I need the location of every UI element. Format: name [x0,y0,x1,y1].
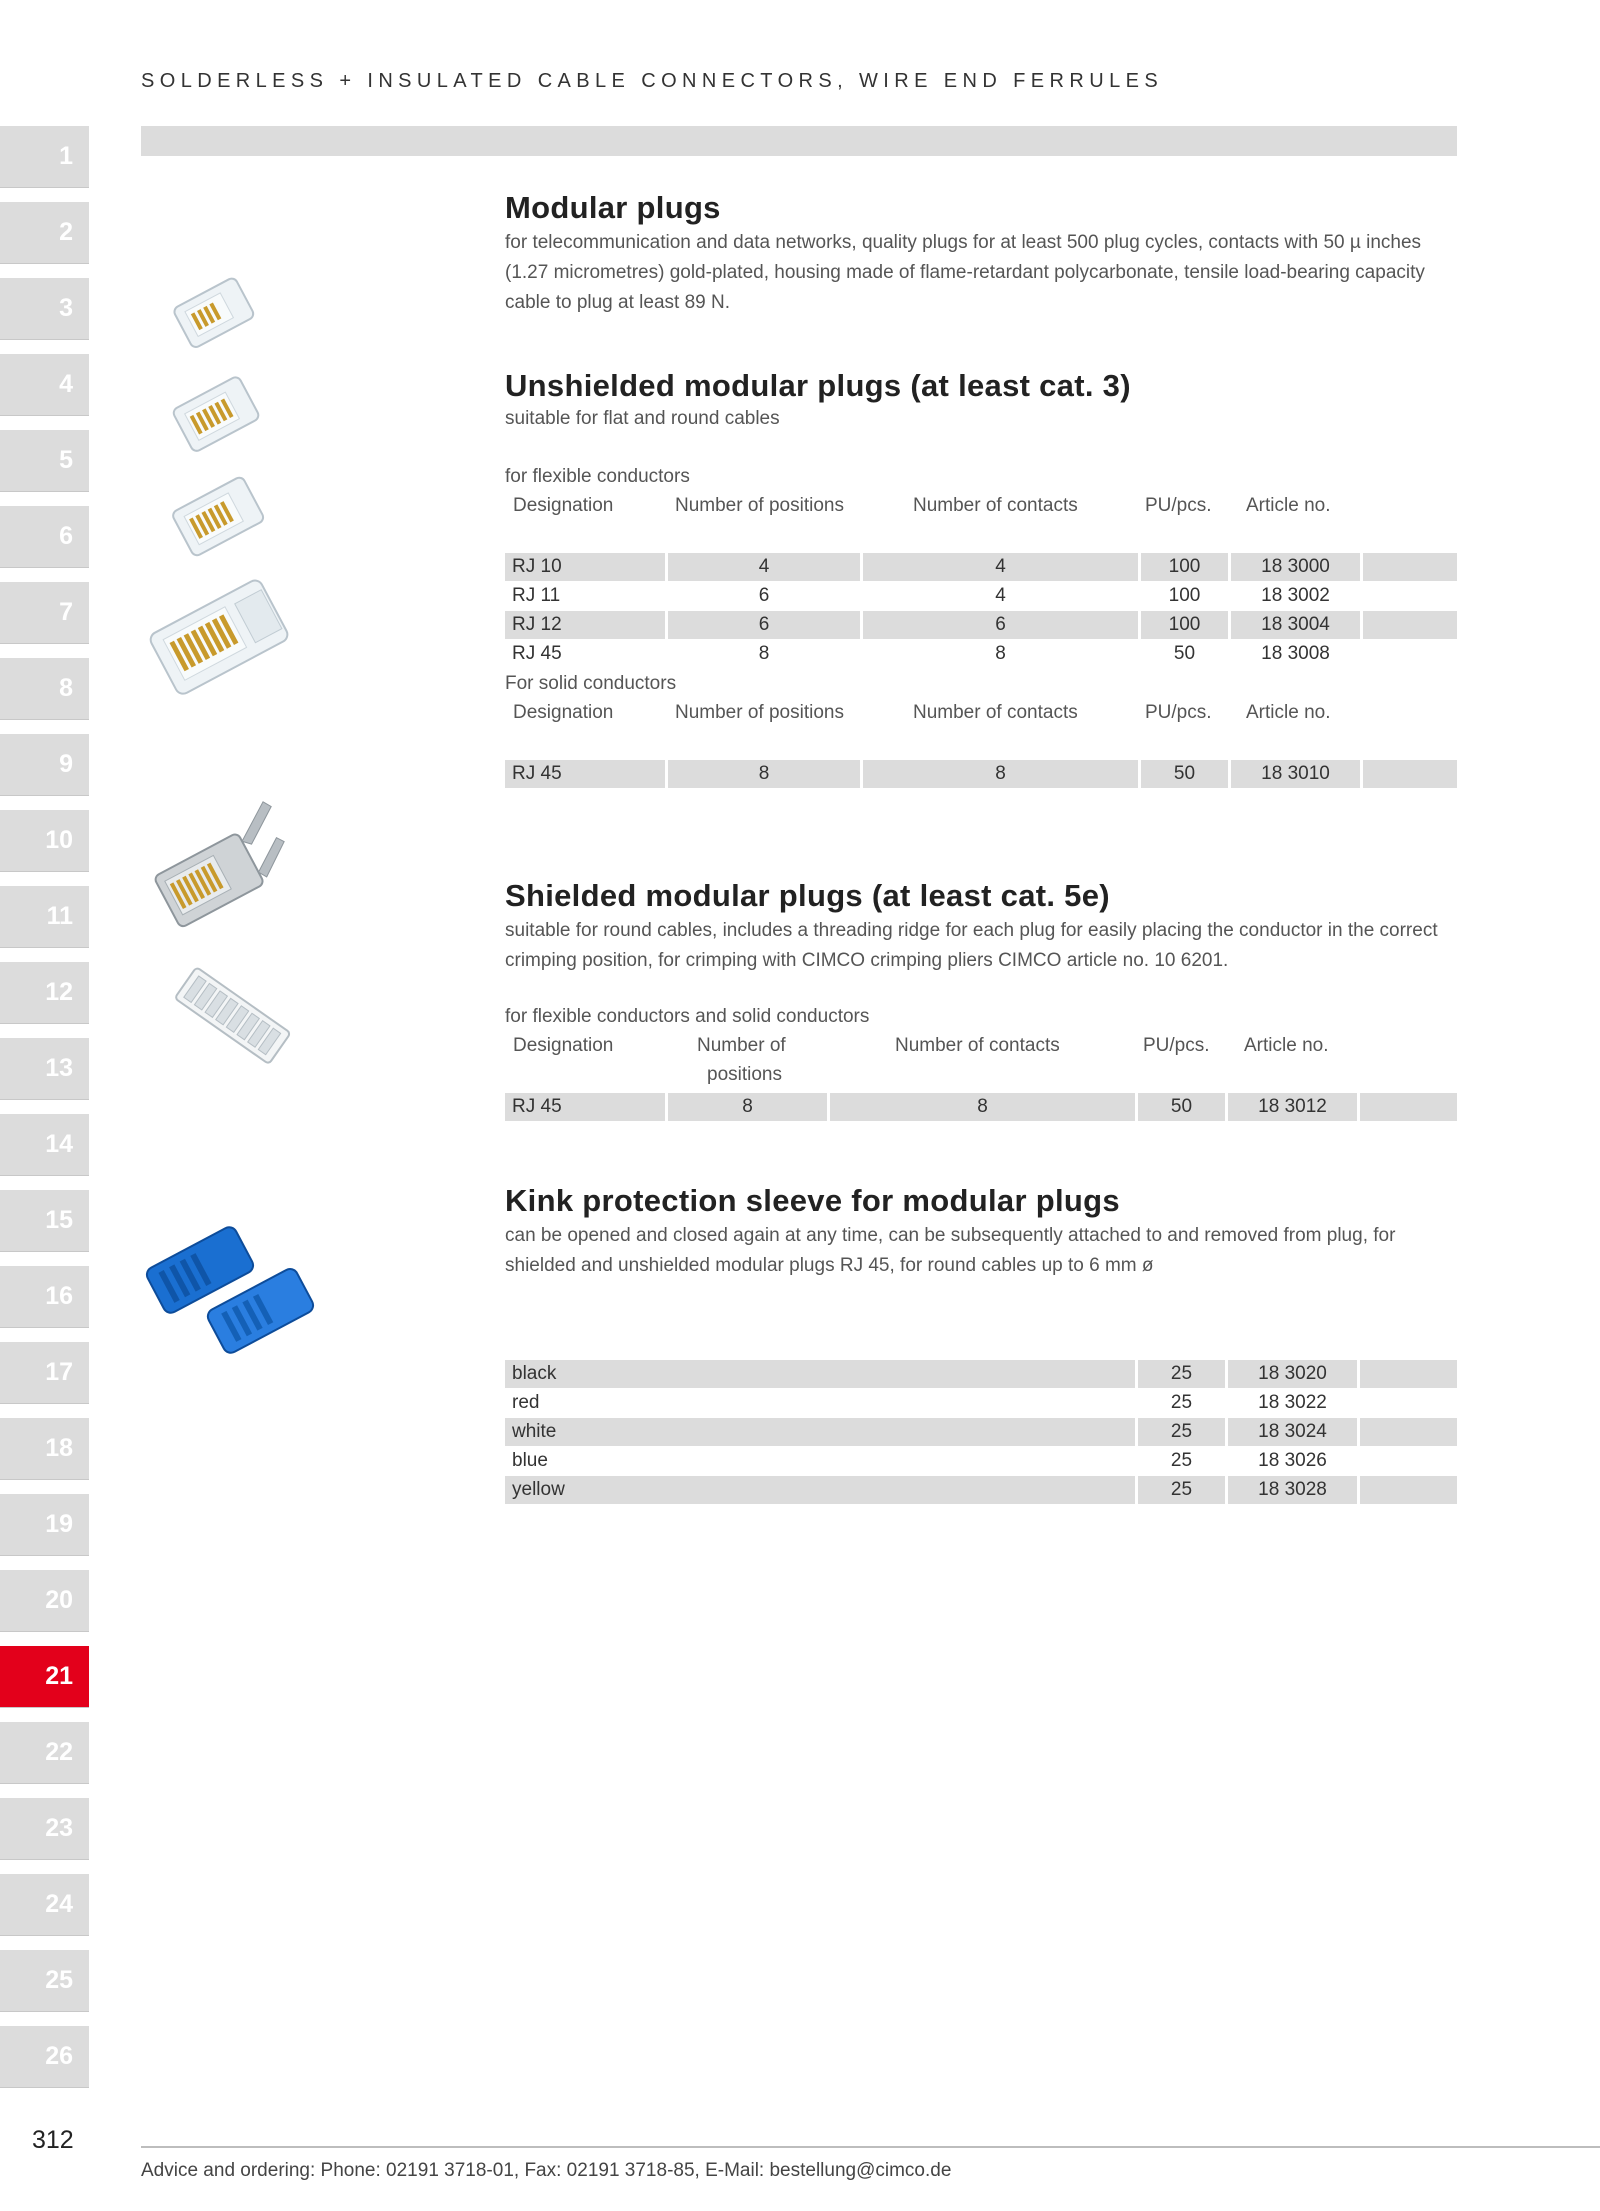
col-pu: PU/pcs. [1143,1035,1210,1056]
rj45-plug-image [140,565,300,720]
col-contacts: Number of contacts [913,702,1078,723]
table-row: red 25 18 3022 [512,1392,1327,1413]
section-title: Kink protection sleeve for modular plugs [505,1183,1120,1218]
chapter-tab-24[interactable]: 24 [0,1874,89,1936]
col-contacts: Number of contacts [895,1035,1060,1056]
table-row: blue 25 18 3026 [512,1450,1327,1471]
chapter-tab-16[interactable]: 16 [0,1266,89,1328]
col-positions: Number of positions [675,702,844,723]
footer-contact: Advice and ordering: Phone: 02191 3718-01, Fax: 02191 3718-85, E-Mail: bestellung@cimco.de [141,2160,952,2181]
chapter-tab-22[interactable]: 22 [0,1722,89,1784]
table-row: black 25 18 3020 [505,1360,1457,1388]
chapter-tab-19[interactable]: 19 [0,1494,89,1556]
table-row: white 25 18 3024 [505,1418,1457,1446]
chapter-tab-2[interactable]: 2 [0,202,89,264]
section-description: can be opened and closed again at any time, can be subsequently attached to and removed from plug, for shielded and unshielded modular plugs RJ 45, for round cables up to 6 mm ø [505,1225,1396,1276]
col-designation: Designation [513,702,614,723]
col-pu: PU/pcs. [1145,702,1212,723]
kink-protection-sleeve-image [140,1215,320,1360]
chapter-tab-15[interactable]: 15 [0,1190,89,1252]
table-row: RJ 45 8 8 50 18 3010 [505,760,1457,788]
page-number: 312 [32,2126,74,2154]
chapter-tab-12[interactable]: 12 [0,962,89,1024]
shielded-rj45-plug-image [140,800,300,945]
chapter-tab-18[interactable]: 18 [0,1418,89,1480]
group-label: for flexible conductors and solid conductors [505,1006,870,1027]
section-unshielded [505,368,1457,788]
header-bar [141,126,1457,156]
chapter-tab-14[interactable]: 14 [0,1114,89,1176]
chapter-tab-8[interactable]: 8 [0,658,89,720]
section-description: for telecommunication and data networks, quality plugs for at least 500 plug cycles, contacts with 50 µ inches (1.27 micrometres) gold-plated, housing made of flame-retardant polycarbonate, tensile load-bearing capacity cable to plug at least 89 N. [505,232,1425,313]
chapter-tab-23[interactable]: 23 [0,1798,89,1860]
col-positions-line2: positions [707,1064,782,1085]
col-positions-line1: Number of [697,1035,786,1056]
chapter-tab-13[interactable]: 13 [0,1038,89,1100]
section-kink-protection [505,1183,1457,1513]
chapter-tab-20[interactable]: 20 [0,1570,89,1632]
table-row: RJ 12 6 6 100 18 3004 [505,611,1457,639]
chapter-tab-10[interactable]: 10 [0,810,89,872]
chapter-tab-4[interactable]: 4 [0,354,89,416]
chapter-tab-1[interactable]: 1 [0,126,89,188]
chapter-tab-21-active[interactable]: 21 [0,1646,89,1708]
table-row: RJ 11 6 4 100 18 3002 [512,585,1330,606]
section-shielded [505,878,1457,1128]
chapter-tab-11[interactable]: 11 [0,886,89,948]
group-label: For solid conductors [505,673,677,694]
chapter-tab-9[interactable]: 9 [0,734,89,796]
chapter-tab-6[interactable]: 6 [0,506,89,568]
table-row: RJ 45 8 8 50 18 3012 [505,1093,1457,1121]
rj10-plug-image [160,265,270,370]
rj12-plug-image [160,465,280,580]
section-modular-plugs [505,190,1457,318]
col-article: Article no. [1246,702,1331,723]
col-article: Article no. [1246,495,1331,516]
table-row: RJ 10 4 4 100 18 3000 [505,553,1457,581]
section-subtitle: suitable for flat and round cables [505,408,780,429]
section-title: Modular plugs [505,190,721,225]
col-pu: PU/pcs. [1145,495,1212,516]
chapter-tab-5[interactable]: 5 [0,430,89,492]
page-header: SOLDERLESS + INSULATED CABLE CONNECTORS, WIRE END FERRULES [141,70,1164,92]
rj11-plug-image [160,365,275,475]
col-designation: Designation [513,1035,614,1056]
section-title: Unshielded modular plugs (at least cat. 3) [505,368,1131,403]
chapter-tab-26[interactable]: 26 [0,2026,89,2088]
col-designation: Designation [513,495,614,516]
chapter-tab-7[interactable]: 7 [0,582,89,644]
col-contacts: Number of contacts [913,495,1078,516]
section-description: suitable for round cables, includes a threading ridge for each plug for easily placing the conductor in the correct crimping position, for crimping with CIMCO crimping pliers CIMCO article no. 10 6201. [505,920,1438,971]
table-header [505,495,1457,523]
table-row: yellow 25 18 3028 [505,1476,1457,1504]
col-positions: Number of positions [675,495,844,516]
section-title: Shielded modular plugs (at least cat. 5e) [505,878,1110,913]
col-article: Article no. [1244,1035,1329,1056]
table-header [505,1035,1457,1091]
table-row: RJ 45 8 8 50 18 3008 [512,643,1330,664]
chapter-tab-17[interactable]: 17 [0,1342,89,1404]
threading-ridge-image [160,950,300,1085]
chapter-tab-25[interactable]: 25 [0,1950,89,2012]
footer-divider [141,2146,1600,2148]
group-label: for flexible conductors [505,466,690,487]
table-header [505,702,1457,730]
chapter-tab-3[interactable]: 3 [0,278,89,340]
